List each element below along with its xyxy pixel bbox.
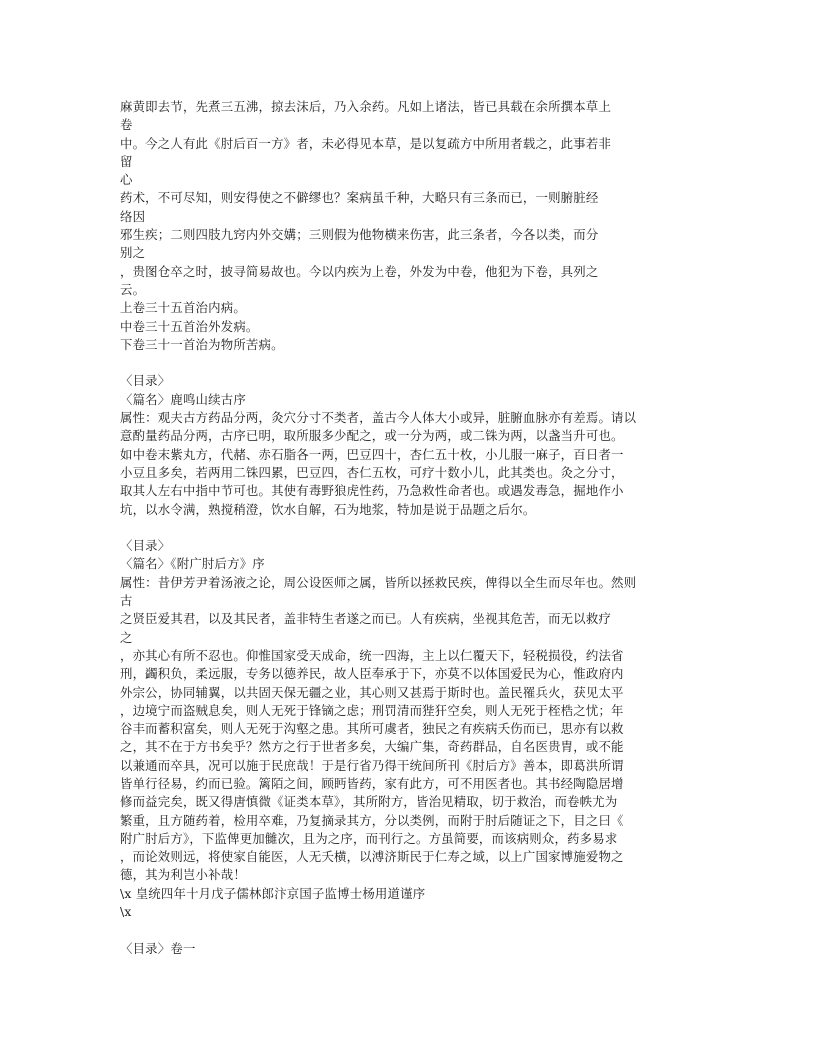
spacer (120, 519, 700, 537)
section-preface-fuguang (120, 537, 700, 921)
text-line: 之，其不在于方书矣乎？然方之行于世者多矣，大编广集，奇药群品，自名医贵胄，或不能 (120, 739, 624, 755)
text-line: 刑，蠲积负，柔远服，专务以德养民，故人臣奉承于下，亦莫不以体国爱民为心，惟政府内 (120, 666, 624, 682)
text-line: 属性：观夫古方药品分两，灸穴分寸不类者，盖古今人体大小或异，脏腑血脉亦有差焉。请以 (120, 410, 637, 426)
text-line: 小豆且多矣，若两用二铢四累，巴豆四，杏仁五枚，可疗十数小儿，此其类也。灸之分寸， (120, 464, 624, 480)
text-line: 云。 (120, 281, 146, 297)
text-line: 修而益完矣，既又得唐慎微《证类本草》，其所附方，皆治见精取，切于救治，而卷帙尤为 (120, 794, 618, 810)
text-line: 别之 (120, 245, 146, 261)
text-line: ，亦其心有所不忍也。仰惟国家受天成命，统一四海，主上以仁覆天下，轻税损役，约法省 (120, 647, 624, 663)
text-line: 卷 (120, 117, 133, 133)
section-preface-luming (120, 372, 700, 518)
section-volume-one (120, 940, 700, 958)
text-line: ，而论效则远，将使家自能医，人无夭横，以溥济斯民于仁寿之域，以上广国家博施爱物之 (120, 849, 624, 865)
text-line: 属性：昔伊芳尹着汤液之论，周公设医师之属，皆所以拯救民疾，俾得以全生而尽年也。然则 (120, 574, 637, 590)
mulu-heading: 〈目录〉 (120, 538, 171, 554)
section-title: 〈篇名〉《附广肘后方》序 (120, 556, 265, 572)
section-title: 〈篇名〉鹿鸣山续古序 (120, 391, 246, 407)
text-line: 取其人左右中指中节可也。其使有毒野狼虎性药，乃急救性命者也。或遇发毒急，掘地作小 (120, 483, 624, 499)
spacer (120, 921, 700, 939)
text-line: 如中卷末紫丸方，代赭、赤石脂各一两，巴豆四十，杏仁五十枚，小儿服一麻子，百日者一 (120, 446, 624, 462)
text-line: ，贵图仓卒之时，披寻简易故也。今以内疾为上卷，外发为中卷，他犯为下卷，具列之 (120, 263, 599, 279)
text-line: 留 (120, 153, 133, 169)
text-line: 坑，以水令满，熟搅稍澄，饮水自解，石为地浆，特加是说于品题之后尔。 (120, 501, 536, 517)
text-line: 之 (120, 629, 133, 645)
text-line: 之贤臣爱其君，以及其民者，盖非特生者遂之而已。人有疾病，坐视其危苦，而无以救疗 (120, 611, 612, 627)
document-page (120, 98, 700, 958)
text-line: 药术，不可尽知，则安得使之不僻缪也？案病虽千种，大略只有三条而已，一则腑脏经 (120, 190, 599, 206)
mulu-heading: 〈目录〉 (120, 373, 171, 389)
text-line: 繁重，且方随药着，检用卒难，乃复摘录其方，分以类例，而附于肘后随证之下，目之曰《 (120, 812, 624, 828)
text-line: 中卷三十五首治外发病。 (120, 318, 259, 334)
text-line: 以兼通而卒具，况可以施于民庶哉！于是行省乃得干统间所刊《肘后方》善本，即葛洪所谓 (120, 757, 624, 773)
text-line: 下卷三十一首治为物所苦病。 (120, 336, 284, 352)
spacer (120, 354, 700, 372)
text-line: 邪生疾；二则四肢九窍内外交媾；三则假为他物横来伤害，此三条者，今各以类，而分 (120, 227, 599, 243)
mulu-heading: 〈目录〉卷一 (120, 940, 196, 956)
text-line: ，边境宁而盗贼息矣，则人无死于锋镝之虑；刑罚清而狴犴空矣，则人无死于桎梏之忧；年 (120, 702, 624, 718)
text-line: 谷丰而蓄积富矣，则人无死于沟壑之患。其所可虞者，独民之有疾病夭伤而已，思亦有以救 (120, 721, 624, 737)
text-line: 皆单行径易，约而已验。篱陌之间，顾眄皆药，家有此方，可不用医者也。其书经陶隐居增 (120, 775, 624, 791)
text-line: 德，其为利岂小补哉！ (120, 867, 246, 883)
text-line: 上卷三十五首治内病。 (120, 300, 246, 316)
text-line: 外宗公，协同辅翼，以共固天保无疆之业，其心则又甚焉于斯时也。盖民罹兵火，获见太平 (120, 684, 624, 700)
text-line: 意酌量药品分两，古序已明，取所服多少配之，或一分为两，或二铢为两，以盏当升可也。 (120, 428, 624, 444)
text-line: 中。今之人有此《肘后百一方》者，未必得见本草，是以复疏方中所用者载之，此事若非 (120, 135, 612, 151)
text-line: 附广肘后方》，下监俾更加雠次，且为之序，而刊行之。方虽简要，而该病则众，药多易求 (120, 830, 618, 846)
text-line: 心 (120, 172, 133, 188)
text-line: 络因 (120, 208, 146, 224)
signature-end: \x (120, 904, 132, 920)
signature-line: \x 皇统四年十月戊子儒林郎汴京国子监博士杨用道谨序 (120, 885, 426, 901)
text-line: 麻黄即去节，先煮三五沸，掠去沫后，乃入余药。凡如上诸法，皆已具载在余所撰本草上 (120, 99, 612, 114)
intro-block (120, 98, 700, 354)
text-line: 古 (120, 593, 133, 609)
